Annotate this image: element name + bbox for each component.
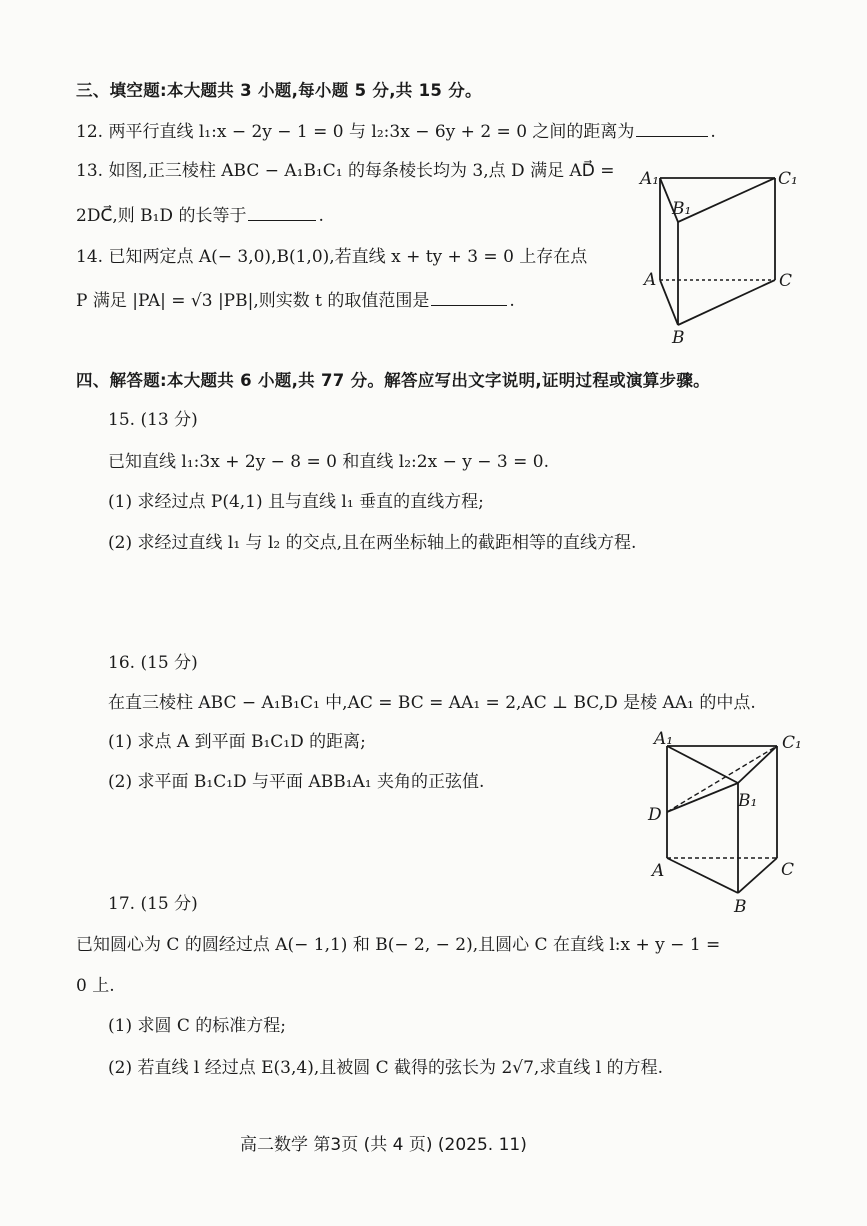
edge-a-b — [667, 858, 738, 893]
question-17-part-1: (1) 求圆 C 的标准方程; — [108, 1016, 287, 1036]
question-13-line-2 — [76, 205, 324, 227]
question-16-part-1: (1) 求点 A 到平面 B₁C₁D 的距离; — [108, 732, 366, 752]
label-a1: A₁ — [654, 729, 674, 749]
label-a1: A₁ — [640, 169, 660, 189]
label-c1: C₁ — [778, 169, 798, 189]
prism-figure-16 — [640, 728, 815, 918]
question-15-stem: 已知直线 l₁:3x + 2y − 8 = 0 和直线 l₂:2x − y − 3 = 0. — [108, 452, 549, 472]
label-d: D — [648, 805, 662, 825]
question-12-text: 12. 两平行直线 l₁:x − 2y − 1 = 0 与 l₂:3x − 6y + 2 = 0 之间的距离为 — [76, 122, 635, 142]
page-footer: 高二数学 第3页 (共 4 页) (2025. 11) — [240, 1135, 527, 1155]
segment-d-b1 — [667, 783, 738, 812]
question-16-title: 16. (15 分) — [108, 653, 198, 673]
question-13-text: 2DC⃗,则 B₁D 的长等于 — [76, 206, 247, 226]
question-13-line-1: 13. 如图,正三棱柱 ABC − A₁B₁C₁ 的每条棱长均为 3,点 D 满足 AD⃗ = — [76, 161, 615, 181]
answer-blank-13 — [248, 206, 316, 221]
section-3-heading: 三、填空题:本大题共 3 小题,每小题 5 分,共 15 分。 — [76, 81, 482, 100]
question-16-stem: 在直三棱柱 ABC − A₁B₁C₁ 中,AC = BC = AA₁ = 2,AC ⊥ BC,D 是棱 AA₁ 的中点. — [108, 693, 756, 713]
question-17-stem-line-1: 已知圆心为 C 的圆经过点 A(− 1,1) 和 B(− 2, − 2),且圆心 C 在直线 l:x + y − 1 = — [76, 935, 721, 955]
label-b: B — [734, 897, 747, 917]
segment-d-c1-hidden — [667, 746, 777, 812]
answer-blank-14 — [431, 291, 507, 306]
label-c: C — [779, 271, 793, 291]
question-14-end: . — [509, 291, 515, 311]
question-12 — [76, 121, 716, 143]
edge-a-b — [660, 280, 678, 325]
question-12-end: . — [710, 122, 716, 142]
question-17-part-2: (2) 若直线 l 经过点 E(3,4),且被圆 C 截得的弦长为 2√7,求直线 l 的方程. — [108, 1058, 663, 1078]
edge-b1-c1 — [738, 746, 777, 783]
label-a: A — [652, 861, 665, 881]
question-15-part-1: (1) 求经过点 P(4,1) 且与直线 l₁ 垂直的直线方程; — [108, 492, 484, 512]
edge-a1-b1 — [667, 746, 738, 783]
question-16-part-2: (2) 求平面 B₁C₁D 与平面 ABB₁A₁ 夹角的正弦值. — [108, 772, 485, 792]
question-15-part-2: (2) 求经过直线 l₁ 与 l₂ 的交点,且在两坐标轴上的截距相等的直线方程. — [108, 533, 637, 553]
section-4-heading: 四、解答题:本大题共 6 小题,共 77 分。解答应写出文字说明,证明过程或演算步骤。 — [76, 371, 710, 390]
question-17-stem-line-2: 0 上. — [76, 976, 115, 996]
prism-figure-13 — [630, 160, 810, 350]
label-c1: C₁ — [782, 733, 802, 753]
question-13-end: . — [318, 206, 324, 226]
question-14-line-1: 14. 已知两定点 A(− 3,0),B(1,0),若直线 x + ty + 3 = 0 上存在点 — [76, 247, 588, 267]
question-14-line-2 — [76, 290, 515, 312]
question-14-text: P 满足 |PA| = √3 |PB|,则实数 t 的取值范围是 — [76, 291, 430, 311]
edge-b1-c1 — [678, 178, 775, 222]
label-b: B — [672, 328, 685, 348]
edge-b-c — [738, 858, 777, 893]
question-17-title: 17. (15 分) — [108, 894, 198, 914]
label-b1: B₁ — [738, 791, 758, 811]
label-c: C — [781, 860, 795, 880]
label-a: A — [644, 270, 657, 290]
label-b1: B₁ — [672, 199, 692, 219]
question-15-title: 15. (13 分) — [108, 410, 198, 430]
edge-b-c — [678, 280, 775, 325]
answer-blank-12 — [636, 122, 708, 137]
